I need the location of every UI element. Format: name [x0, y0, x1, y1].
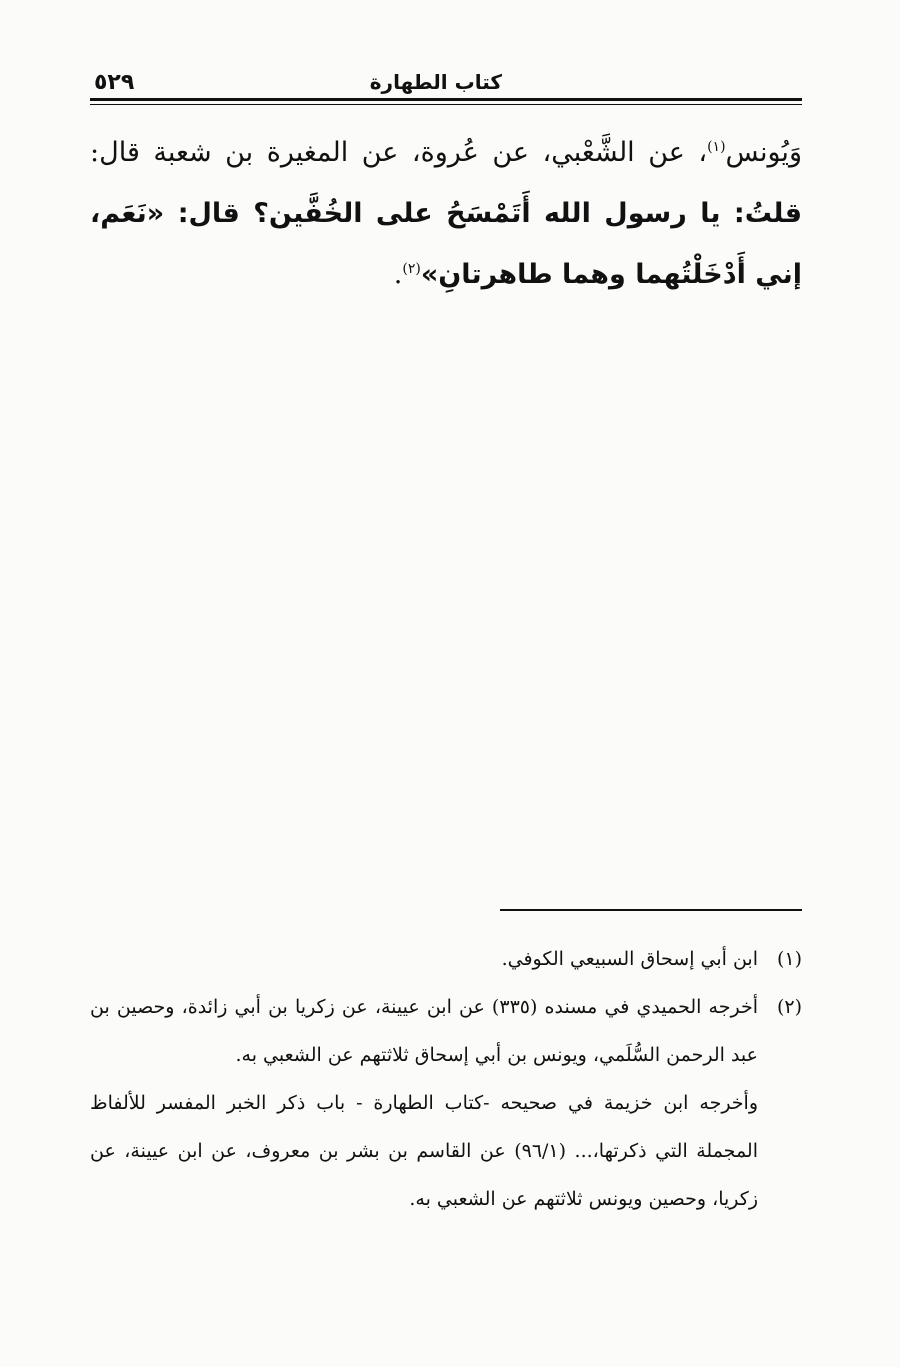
- footnote-separator: [500, 909, 802, 911]
- footnote-paragraph: أخرجه الحميدي في مسنده (٣٣٥) عن ابن عيينة، عن زكريا بن أبي زائدة، وحصين بن عبد الرحمن السُّلَمي، ويونس بن أبي إسحاق ثلاثتهم عن الشعبي به.: [90, 996, 758, 1066]
- footnote-2: [90, 983, 802, 1223]
- header-rule-thin: [90, 104, 802, 105]
- hadith-text: [90, 122, 802, 305]
- isnad-text: ، عن الشَّعْبي، عن عُروة، عن المغيرة بن شعبة قال:: [90, 137, 708, 168]
- footnote-paragraph: وأخرجه ابن خزيمة في صحيحه -كتاب الطهارة - باب ذكر الخبر المفسر للألفاظ المجملة التي ذكرتها،... (٩٦/١) عن القاسم بن بشر بن معروف، عن ابن عيينة، عن زكريا، وحصين ويونس ثلاثتهم عن الشعبي به.: [90, 1092, 758, 1210]
- footnotes: [90, 935, 802, 1223]
- page-number: ٥٢٩: [94, 70, 135, 95]
- narrator-text: وَيُونس: [725, 137, 802, 168]
- footnote-number: (٢): [776, 996, 802, 1018]
- footnote-ref-2: (٢): [402, 261, 421, 277]
- footnote-1: [90, 935, 802, 983]
- matn-text: قلتُ: يا رسول الله أَتَمْسَحُ على الخُفَّين؟ قال: «نَعَم، إني أَدْخَلْتُهما وهما طاهرتانِ»: [90, 198, 802, 290]
- closing-period: .: [393, 259, 403, 290]
- page-header: [90, 66, 802, 96]
- footnote-ref-1: (١): [707, 139, 726, 155]
- header-rule-thick: [90, 98, 802, 101]
- running-title: كتاب الطهارة: [369, 70, 502, 94]
- footnote-text: ابن أبي إسحاق السبيعي الكوفي.: [501, 948, 758, 970]
- footnote-number: (١): [776, 948, 802, 970]
